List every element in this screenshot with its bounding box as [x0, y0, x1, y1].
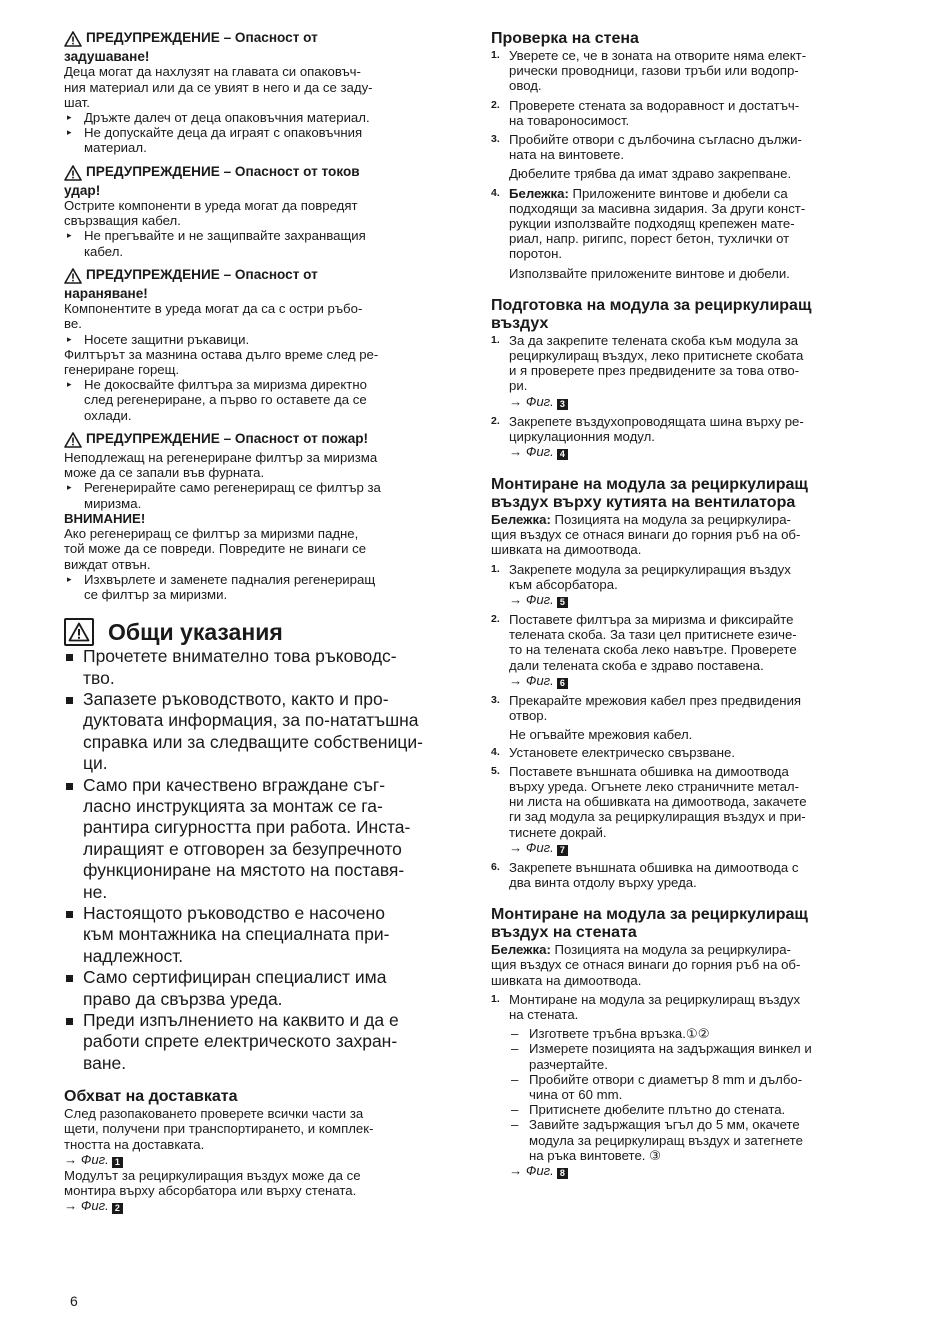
dash-step: – Притиснете дюбелите плътно до стената. — [511, 1102, 786, 1118]
numbered-step: 3. Пробийте отвори с дълбочина съгласно дължи- ната на винтовете. — [491, 132, 802, 163]
warning-shock-text: Острите компоненти в уреда могат да повредят свързващия кабел. — [64, 198, 358, 229]
general-section-title: Общи указания — [64, 618, 456, 646]
warning-suffocation-text: Деца могат да нахлузят на главата си опаковъч- ния материал или да се увият в него и да се заду- шат. — [64, 64, 373, 110]
left-column — [64, 30, 456, 1214]
figure-reference: → Фиг. 6 — [491, 673, 886, 689]
numbered-step: 3. Прекарайте мрежовия кабел през предвидения отвор. — [491, 692, 802, 724]
delivery-title: Обхват на доставката — [64, 1088, 238, 1106]
prep-title: Подготовка на модула за рециркулиращ въздух — [491, 296, 812, 332]
figure-reference: → Фиг. 2 — [64, 1198, 456, 1214]
figure-number-badge: 2 — [112, 1203, 123, 1214]
warning-fire-text: Неподлежащ на регенериране филтър за миризма може да се запали във фурната. — [64, 450, 378, 481]
dash-step: – Завийте задържащия ъгъл до 5 мм, окачете модула за рециркулиращ въздух и затегнете на ръка винтовете. ③ — [511, 1117, 803, 1163]
general-item: Настоящото ръководство е насочено към монтажника на специалната при- надлежност. — [64, 903, 456, 967]
bullet-item: ▸ Не прегъвайте и не защипвайте захранващия кабел. — [67, 228, 366, 259]
numbered-step: 5. Поставете външната обшивка на димоотвода върху уреда. Огънете леко страничните метал- ни листа на обшивката на димоотвода, закачете ги зад модула за рециркулиращия въздух и при- тиснете докрай. — [491, 763, 807, 840]
warning-triangle-icon — [64, 267, 86, 286]
numbered-step: 4. Установете електрическо свързване. — [491, 744, 735, 760]
warning-injury-text2: Филтърът за мазнина остава дълго време след ре- генериране горещ. — [64, 346, 379, 378]
figure-number-badge: 1 — [112, 1157, 123, 1168]
warning-suffocation-title: ПРЕДУПРЕЖДЕНИЕ – Опасност от задушаване! — [64, 30, 318, 65]
dash-step: – Изгответе тръбна връзка.①② — [511, 1026, 710, 1042]
figure-reference: → Фиг. 5 — [491, 592, 886, 608]
general-item: Прочетете внимателно това ръководс- тво. — [64, 646, 456, 689]
bullet-item: ▸ Дръжте далеч от деца опаковъчния материал. — [67, 110, 370, 126]
wall-mount-note: Бележка: Позицията на модула за рециркулира- щия въздух се отнася винаги до горния ръб на об- шивката на димоотвода. — [491, 942, 801, 988]
wall-check-title: Проверка на стена — [491, 30, 639, 47]
numbered-step: 4. Бележка: Приложените винтове и дюбели са подходящи за масивна зидария. За други конст- рукции използвайте подходящ крепежен мате- риал, напр. ригипс, порест бетон, тухлички от поротон. — [491, 185, 806, 262]
dash-step: – Измерете позицията на задържащия винкел и разчертайте. — [511, 1041, 812, 1072]
figure-number-badge: 7 — [557, 845, 568, 856]
warning-triangle-icon — [64, 30, 86, 49]
warning-triangle-icon — [64, 164, 86, 183]
numbered-step: 2. Поставете филтъра за миризма и фиксирайте теленатa скоба. За тази цел притиснете езиче- то на теленатa скоба леко навътре. Проверете дали теленатa скоба е здраво поставена. — [491, 612, 797, 673]
figure-number-badge: 5 — [557, 597, 568, 608]
attention-title: ВНИМАНИЕ! — [64, 510, 146, 526]
numbered-step: 1. Закрепете модула за рециркулиращия въздух към абсорбатора. — [491, 561, 791, 592]
figure-reference: → Фиг. 3 — [491, 394, 886, 410]
general-item: Запазете ръководството, както и про- дуктовата информация, за по-нататъшна справка или за следващите собственици- ци. — [64, 689, 456, 775]
figure-reference: → Фиг. 1 — [64, 1152, 456, 1168]
figure-number-badge: 4 — [557, 449, 568, 460]
right-column — [491, 30, 886, 1179]
step-subtext: Дюбелите трябва да имат здраво закрепване. — [509, 166, 792, 182]
bullet-item: ▸ Регенерирайте само регенериращ се филтър за миризма. — [67, 480, 381, 511]
box-mount-title: Монтиране на модула за рециркулиращ въздух върху кутията на вентилатора — [491, 476, 808, 512]
bullet-item: ▸ Не допускайте деца да играят с опаковъчния материал. — [67, 125, 363, 156]
numbered-step: 6. Закрепете външната обшивка на димоотвода с два винта отдолу върху уреда. — [491, 859, 799, 890]
figure-reference: → Фиг. 8 — [491, 1163, 886, 1179]
figure-number-badge: 6 — [557, 678, 568, 689]
figure-number-badge: 8 — [557, 1168, 568, 1179]
step-subtext: Използвайте приложените винтове и дюбели. — [509, 265, 790, 281]
delivery-text: След разопаковането проверете всички части за щети, получени при транспортирането, и комплек- тността на доставката. — [64, 1106, 374, 1152]
general-item: Само при качествено вграждане съг- ласно инструкцията за монтаж се га- рантира сигурността при работа. Инста- лиращият е отговорен за безупречното функциониране на мястото на поставя- не. — [64, 775, 456, 903]
numbered-step: 1. Уверете се, че в зоната на отворите няма елект- рически проводници, газови тръби или водопр- овод. — [491, 48, 807, 94]
warning-triangle-icon — [64, 431, 86, 450]
warning-injury-title: ПРЕДУПРЕЖДЕНИЕ – Опасност от нараняване! — [64, 266, 318, 302]
figure-reference: → Фиг. 7 — [491, 840, 886, 856]
warning-fire-title: ПРЕДУПРЕЖДЕНИЕ – Опасност от пожар! — [64, 431, 456, 450]
bullet-item: ▸ Изхвърлете и заменете падналия регенериращ се филтър за миризми. — [67, 571, 376, 602]
general-item: Преди изпълнението на каквито и да е работи спрете електрическото захран- ване. — [64, 1010, 456, 1074]
page-number: 6 — [70, 1293, 78, 1309]
delivery-text2: Модулът за рециркулиращия въздух може да се монтира върху абсорбатора или върху стената. — [64, 1167, 361, 1199]
warning-box-icon — [64, 618, 94, 646]
warning-shock-title: ПРЕДУПРЕЖДЕНИЕ – Опасност от токов удар! — [64, 163, 360, 198]
bullet-item: ▸ Не докосвайте филтъра за миризма директно след регенериране, а първо го оставете да се охлади. — [67, 377, 367, 423]
numbered-step: 2. Проверете стената за водоравност и достатъч- на товароносимост. — [491, 97, 800, 128]
numbered-step: 1. За да закрепите теленатa скоба към модула за рециркулиращ въздух, леко притиснете скобата и я проверете през предвидените за това отво- ри. — [491, 332, 804, 394]
bullet-item: ▸ Носете защитни ръкавици. — [67, 331, 250, 347]
step-subtext: Не огъвайте мрежовия кабел. — [509, 727, 693, 743]
wall-mount-title: Монтиране на модула за рециркулиращ въздух на стената — [491, 906, 808, 942]
dash-step: – Пробийте отвори с диаметър 8 mm и дълбо- чина от 60 mm. — [511, 1071, 803, 1102]
attention-text: Ако регенериращ се филтър за миризми падне, той може да се повреди. Повредите не винаги се виждат отвън. — [64, 526, 367, 572]
general-item: Само сертифициран специалист има право да свързва уреда. — [64, 967, 456, 1010]
numbered-step: 1. Монтиране на модула за рециркулиращ въздух на стената. — [491, 991, 801, 1022]
numbered-step: 2. Закрепете въздухопроводящата шина върху ре- циркулационния модул. — [491, 413, 804, 444]
box-mount-note: Бележка: Позицията на модула за рециркулира- щия въздух се отнася винаги до горния ръб на об- шивката на димоотвода. — [491, 512, 801, 558]
warning-injury-text: Компонентите в уреда могат да са с остри ръбо- ве. — [64, 301, 363, 332]
figure-number-badge: 3 — [557, 399, 568, 410]
figure-reference: → Фиг. 4 — [491, 444, 886, 460]
